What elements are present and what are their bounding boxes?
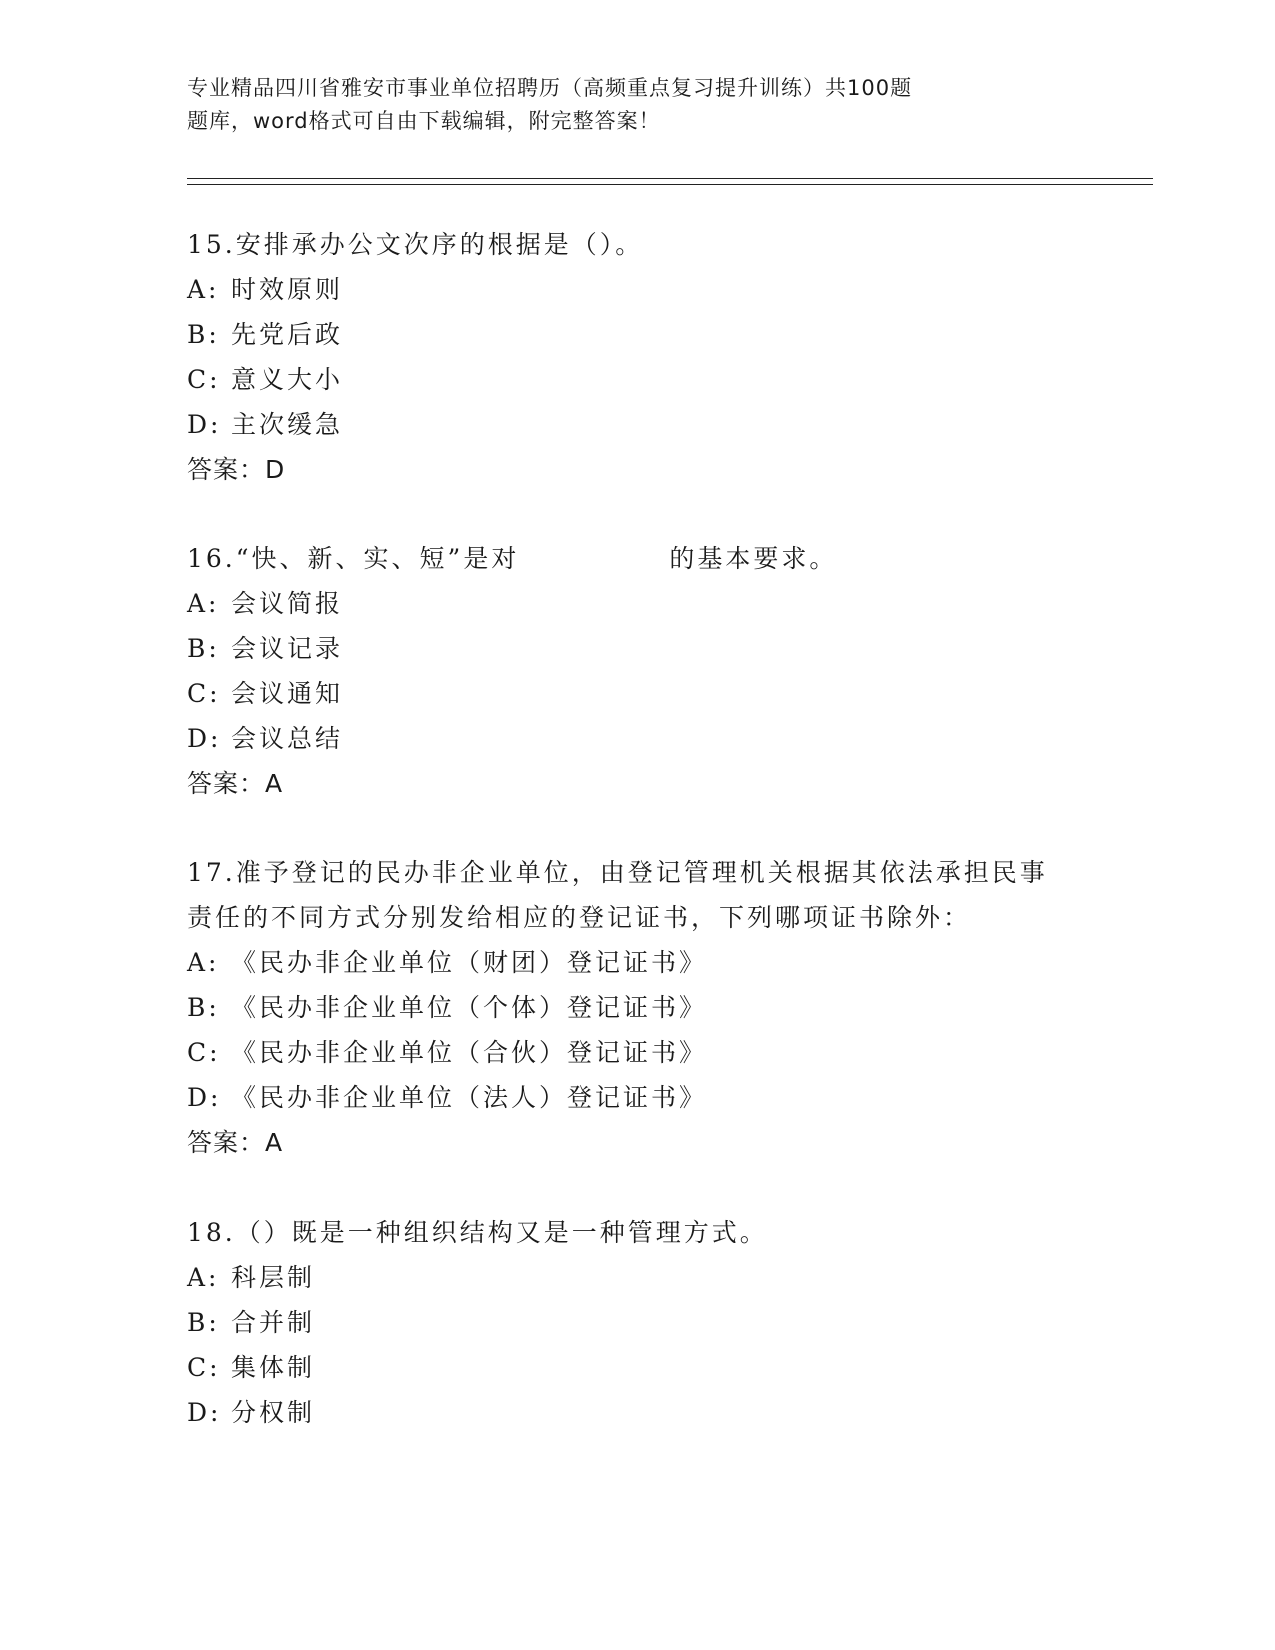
option-text: 会议记录 xyxy=(231,634,344,663)
option-a xyxy=(187,581,1087,626)
option-b xyxy=(187,626,1087,671)
option-c xyxy=(187,671,1087,716)
option-text: 先党后政 xyxy=(231,320,344,349)
option-text: 分权制 xyxy=(231,1398,316,1427)
option-c xyxy=(187,1030,1087,1075)
question-stem-line-2: 责任的不同方式分别发给相应的登记证书，下列哪项证书除外： xyxy=(187,903,972,932)
option-text: 会议总结 xyxy=(231,724,344,753)
option-b xyxy=(187,1300,1087,1345)
option-text: 会议通知 xyxy=(231,679,344,708)
option-b xyxy=(187,312,1087,357)
question-16 xyxy=(187,536,1087,806)
stem-before-blank: 16.“快、新、实、短”是对 xyxy=(187,544,520,573)
option-letter: A: xyxy=(187,589,220,618)
option-a xyxy=(187,940,1087,985)
option-letter: A: xyxy=(187,948,220,977)
option-letter: B: xyxy=(187,993,220,1022)
option-text: 科层制 xyxy=(231,1263,316,1292)
answer: 答案：D xyxy=(187,455,286,484)
option-letter: A: xyxy=(187,1263,220,1292)
option-letter: B: xyxy=(187,1308,220,1337)
option-b xyxy=(187,985,1087,1030)
question-17 xyxy=(187,850,1087,1165)
option-letter: D: xyxy=(187,410,222,439)
header-line-2: 题库，word格式可自由下载编辑，附完整答案！ xyxy=(187,109,661,133)
option-text: 集体制 xyxy=(231,1353,316,1382)
option-text: 主次缓急 xyxy=(231,410,344,439)
option-letter: D: xyxy=(187,1083,222,1112)
option-letter: C: xyxy=(187,1038,221,1067)
question-stem: 15.安排承办公文次序的根据是（）。 xyxy=(187,230,644,259)
option-text: 《民办非企业单位（法人）登记证书》 xyxy=(231,1083,708,1112)
question-stem-line-1: 17.准予登记的民办非企业单位，由登记管理机关根据其依法承担民事 xyxy=(187,858,1048,887)
option-a xyxy=(187,267,1087,312)
answer: 答案：A xyxy=(187,1128,284,1157)
answer: 答案：A xyxy=(187,769,284,798)
document-header xyxy=(187,72,1067,138)
question-15 xyxy=(187,222,1087,492)
header-line-1: 专业精品四川省雅安市事业单位招聘历（高频重点复习提升训练）共100题 xyxy=(187,76,913,100)
option-d xyxy=(187,402,1087,447)
option-d xyxy=(187,716,1087,761)
option-text: 意义大小 xyxy=(231,365,344,394)
option-letter: C: xyxy=(187,1353,221,1382)
option-letter: D: xyxy=(187,1398,222,1427)
option-letter: C: xyxy=(187,365,221,394)
option-c xyxy=(187,357,1087,402)
question-stem: 18.（）既是一种组织结构又是一种管理方式。 xyxy=(187,1218,768,1247)
question-stem xyxy=(187,536,1087,581)
option-letter: C: xyxy=(187,679,221,708)
option-letter: B: xyxy=(187,634,220,663)
option-letter: A: xyxy=(187,275,220,304)
option-text: 《民办非企业单位（个体）登记证书》 xyxy=(231,993,708,1022)
option-text: 会议简报 xyxy=(231,589,344,618)
header-divider xyxy=(187,178,1153,185)
option-letter: D: xyxy=(187,724,222,753)
option-a xyxy=(187,1255,1087,1300)
option-text: 《民办非企业单位（财团）登记证书》 xyxy=(231,948,708,977)
option-c xyxy=(187,1345,1087,1390)
option-d xyxy=(187,1075,1087,1120)
stem-after-blank: 的基本要求。 xyxy=(669,544,838,573)
option-d xyxy=(187,1390,1087,1435)
option-text: 合并制 xyxy=(231,1308,316,1337)
question-18 xyxy=(187,1210,1087,1435)
option-text: 《民办非企业单位（合伙）登记证书》 xyxy=(231,1038,708,1067)
option-letter: B: xyxy=(187,320,220,349)
option-text: 时效原则 xyxy=(231,275,344,304)
